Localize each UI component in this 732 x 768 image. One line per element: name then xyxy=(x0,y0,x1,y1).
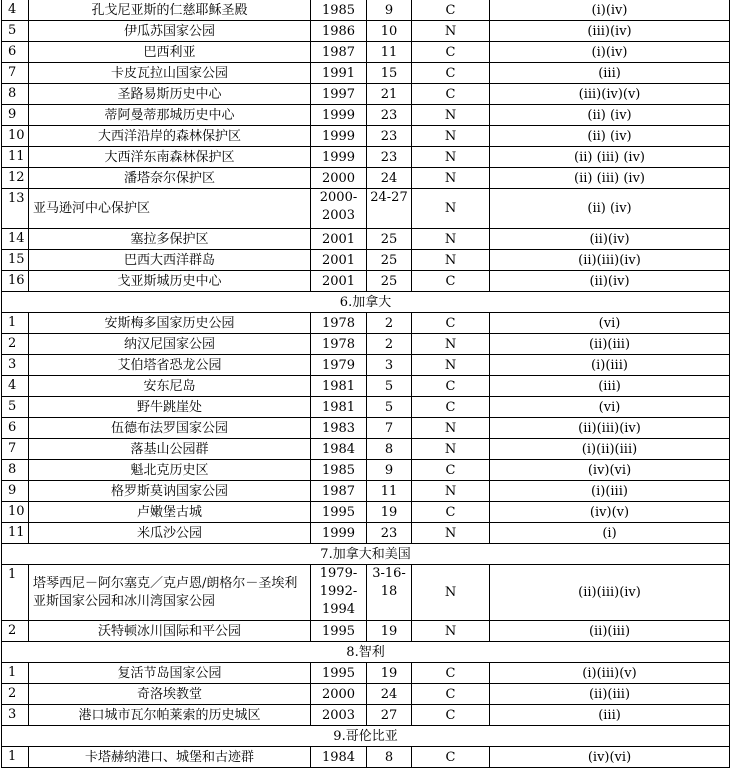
criteria-cell: (ii)(iii) xyxy=(490,621,730,642)
year-cell: 1999 xyxy=(311,523,367,544)
table-row xyxy=(2,105,730,126)
table-row xyxy=(2,42,730,63)
row-number-cell: 13 xyxy=(2,189,29,229)
row-number-cell: 4 xyxy=(2,376,29,397)
year-cell: 1995 xyxy=(311,621,367,642)
session-cell: 19 xyxy=(367,502,412,523)
session-cell: 3 xyxy=(367,355,412,376)
session-cell: 23 xyxy=(367,105,412,126)
criteria-cell: (ii) (iv) xyxy=(490,105,730,126)
criteria-cell: (ii)(iii) xyxy=(490,334,730,355)
session-cell: 24-27 xyxy=(367,189,412,229)
site-name-cell: 伊瓜苏国家公园 xyxy=(29,21,311,42)
session-cell: 8 xyxy=(367,439,412,460)
type-cell: C xyxy=(412,663,490,684)
year-cell: 1984 xyxy=(311,747,367,768)
session-cell: 21 xyxy=(367,84,412,105)
year-cell: 1986 xyxy=(311,21,367,42)
session-cell: 9 xyxy=(367,460,412,481)
criteria-cell: (iii) xyxy=(490,376,730,397)
year-cell: 1999 xyxy=(311,105,367,126)
type-cell: C xyxy=(412,313,490,334)
table-row xyxy=(2,747,730,768)
session-cell: 2 xyxy=(367,334,412,355)
site-name-cell: 伍德布法罗国家公园 xyxy=(29,418,311,439)
row-number-cell: 9 xyxy=(2,481,29,502)
table-row xyxy=(2,376,730,397)
session-cell: 5 xyxy=(367,397,412,418)
row-number-cell: 7 xyxy=(2,63,29,84)
site-name-cell: 蒂阿曼蒂那城历史中心 xyxy=(29,105,311,126)
year-cell: 1978 xyxy=(311,313,367,334)
table-row xyxy=(2,663,730,684)
session-cell: 25 xyxy=(367,229,412,250)
year-cell: 2001 xyxy=(311,229,367,250)
table-row xyxy=(2,355,730,376)
criteria-cell: (ii) (iii) (iv) xyxy=(490,168,730,189)
type-cell: N xyxy=(412,250,490,271)
criteria-cell: (i)(iii) xyxy=(490,481,730,502)
row-number-cell: 4 xyxy=(2,0,29,21)
table-row xyxy=(2,621,730,642)
criteria-cell: (i)(iii)(v) xyxy=(490,663,730,684)
table-row xyxy=(2,271,730,292)
table-row xyxy=(2,21,730,42)
table-row xyxy=(2,84,730,105)
type-cell: C xyxy=(412,84,490,105)
year-cell: 1981 xyxy=(311,376,367,397)
type-cell: N xyxy=(412,147,490,168)
table-row xyxy=(2,418,730,439)
year-cell: 1978 xyxy=(311,334,367,355)
type-cell: N xyxy=(412,21,490,42)
year-cell: 1979 xyxy=(311,355,367,376)
criteria-cell: (iii)(iv)(v) xyxy=(490,84,730,105)
type-cell: C xyxy=(412,63,490,84)
row-number-cell: 9 xyxy=(2,105,29,126)
site-name-cell: 孔戈尼亚斯的仁慈耶稣圣殿 xyxy=(29,0,311,21)
site-name-cell: 安东尼岛 xyxy=(29,376,311,397)
year-cell: 1985 xyxy=(311,0,367,21)
criteria-cell: (i)(ii)(iii) xyxy=(490,439,730,460)
year-cell: 1979- 1992- 1994 xyxy=(311,565,367,621)
criteria-cell: (ii) (iv) xyxy=(490,189,730,229)
table-row xyxy=(2,523,730,544)
criteria-cell: (ii) (iv) xyxy=(490,126,730,147)
heritage-table xyxy=(1,0,730,768)
year-cell: 2000 xyxy=(311,684,367,705)
site-name-cell: 塞拉多保护区 xyxy=(29,229,311,250)
year-cell: 1984 xyxy=(311,439,367,460)
site-name-cell: 塔琴西尼－阿尔塞克／克卢恩/朗格尔－圣埃利亚斯国家公园和冰川湾国家公园 xyxy=(29,565,311,621)
criteria-cell: (iv)(v) xyxy=(490,502,730,523)
session-cell: 25 xyxy=(367,250,412,271)
table-row xyxy=(2,502,730,523)
session-cell: 10 xyxy=(367,21,412,42)
site-name-cell: 安斯梅多国家历史公园 xyxy=(29,313,311,334)
session-cell: 15 xyxy=(367,63,412,84)
year-cell: 2003 xyxy=(311,705,367,726)
session-cell: 2 xyxy=(367,313,412,334)
year-cell: 1981 xyxy=(311,397,367,418)
type-cell: N xyxy=(412,621,490,642)
site-name-cell: 卡塔赫纳港口、城堡和古迹群 xyxy=(29,747,311,768)
session-cell: 24 xyxy=(367,168,412,189)
criteria-cell: (ii)(iv) xyxy=(490,229,730,250)
row-number-cell: 3 xyxy=(2,355,29,376)
criteria-cell: (ii)(iii)(iv) xyxy=(490,250,730,271)
session-cell: 19 xyxy=(367,663,412,684)
row-number-cell: 14 xyxy=(2,229,29,250)
table-row xyxy=(2,439,730,460)
site-name-cell: 戈亚斯城历史中心 xyxy=(29,271,311,292)
criteria-cell: (i)(iv) xyxy=(490,0,730,21)
table-row xyxy=(2,189,730,229)
type-cell: N xyxy=(412,565,490,621)
site-name-cell: 米瓜沙公园 xyxy=(29,523,311,544)
year-cell: 1995 xyxy=(311,502,367,523)
criteria-cell: (ii)(iii) xyxy=(490,684,730,705)
type-cell: N xyxy=(412,439,490,460)
session-cell: 23 xyxy=(367,126,412,147)
section-title: 9.哥伦比亚 xyxy=(2,726,730,747)
table-row xyxy=(2,397,730,418)
session-cell: 8 xyxy=(367,747,412,768)
site-name-cell: 圣路易斯历史中心 xyxy=(29,84,311,105)
session-cell: 19 xyxy=(367,621,412,642)
site-name-cell: 大西洋沿岸的森林保护区 xyxy=(29,126,311,147)
type-cell: N xyxy=(412,334,490,355)
criteria-cell: (iii) xyxy=(490,63,730,84)
table-row xyxy=(2,565,730,621)
site-name-cell: 纳汉尼国家公园 xyxy=(29,334,311,355)
criteria-cell: (vi) xyxy=(490,397,730,418)
row-number-cell: 5 xyxy=(2,397,29,418)
row-number-cell: 6 xyxy=(2,418,29,439)
type-cell: N xyxy=(412,105,490,126)
row-number-cell: 6 xyxy=(2,42,29,63)
type-cell: N xyxy=(412,481,490,502)
year-cell: 2000- 2003 xyxy=(311,189,367,229)
criteria-cell: (iii) xyxy=(490,705,730,726)
type-cell: C xyxy=(412,397,490,418)
criteria-cell: (iv)(vi) xyxy=(490,747,730,768)
criteria-cell: (vi) xyxy=(490,313,730,334)
site-name-cell: 奇洛埃教堂 xyxy=(29,684,311,705)
row-number-cell: 1 xyxy=(2,663,29,684)
table-row xyxy=(2,126,730,147)
criteria-cell: (i)(iv) xyxy=(490,42,730,63)
table-row xyxy=(2,0,730,21)
type-cell: N xyxy=(412,523,490,544)
row-number-cell: 10 xyxy=(2,126,29,147)
row-number-cell: 11 xyxy=(2,523,29,544)
section-title: 6.加拿大 xyxy=(2,292,730,313)
site-name-cell: 潘塔奈尔保护区 xyxy=(29,168,311,189)
year-cell: 1999 xyxy=(311,126,367,147)
table-row xyxy=(2,168,730,189)
row-number-cell: 1 xyxy=(2,313,29,334)
table-row xyxy=(2,460,730,481)
site-name-cell: 港口城市瓦尔帕莱索的历史城区 xyxy=(29,705,311,726)
row-number-cell: 3 xyxy=(2,705,29,726)
type-cell: C xyxy=(412,684,490,705)
type-cell: C xyxy=(412,271,490,292)
type-cell: N xyxy=(412,355,490,376)
criteria-cell: (ii)(iii)(iv) xyxy=(490,565,730,621)
type-cell: C xyxy=(412,42,490,63)
row-number-cell: 12 xyxy=(2,168,29,189)
type-cell: N xyxy=(412,229,490,250)
criteria-cell: (ii) (iii) (iv) xyxy=(490,147,730,168)
site-name-cell: 野牛跳崖处 xyxy=(29,397,311,418)
year-cell: 2001 xyxy=(311,271,367,292)
section-title: 7.加拿大和美国 xyxy=(2,544,730,565)
year-cell: 1995 xyxy=(311,663,367,684)
year-cell: 1999 xyxy=(311,147,367,168)
section-header-row xyxy=(2,726,730,747)
row-number-cell: 1 xyxy=(2,565,29,621)
criteria-cell: (i)(iii) xyxy=(490,355,730,376)
year-cell: 2001 xyxy=(311,250,367,271)
session-cell: 11 xyxy=(367,481,412,502)
row-number-cell: 2 xyxy=(2,684,29,705)
site-name-cell: 复活节岛国家公园 xyxy=(29,663,311,684)
session-cell: 9 xyxy=(367,0,412,21)
session-cell: 27 xyxy=(367,705,412,726)
document-page xyxy=(1,0,730,768)
table-row xyxy=(2,684,730,705)
site-name-cell: 巴西利亚 xyxy=(29,42,311,63)
type-cell: N xyxy=(412,126,490,147)
type-cell: C xyxy=(412,502,490,523)
section-header-row xyxy=(2,642,730,663)
row-number-cell: 7 xyxy=(2,439,29,460)
site-name-cell: 巴西大西洋群岛 xyxy=(29,250,311,271)
section-header-row xyxy=(2,292,730,313)
table-row xyxy=(2,313,730,334)
year-cell: 2000 xyxy=(311,168,367,189)
year-cell: 1987 xyxy=(311,42,367,63)
row-number-cell: 10 xyxy=(2,502,29,523)
row-number-cell: 2 xyxy=(2,334,29,355)
type-cell: C xyxy=(412,0,490,21)
criteria-cell: (ii)(iv) xyxy=(490,271,730,292)
type-cell: N xyxy=(412,168,490,189)
section-header-row xyxy=(2,544,730,565)
table-row xyxy=(2,229,730,250)
table-body xyxy=(2,0,730,768)
criteria-cell: (ii)(iii)(iv) xyxy=(490,418,730,439)
table-row xyxy=(2,334,730,355)
type-cell: C xyxy=(412,376,490,397)
year-cell: 1987 xyxy=(311,481,367,502)
site-name-cell: 亚马逊河中心保护区 xyxy=(29,189,311,229)
table-row xyxy=(2,481,730,502)
row-number-cell: 5 xyxy=(2,21,29,42)
table-row xyxy=(2,147,730,168)
site-name-cell: 沃特顿冰川国际和平公园 xyxy=(29,621,311,642)
year-cell: 1983 xyxy=(311,418,367,439)
site-name-cell: 艾伯塔省恐龙公园 xyxy=(29,355,311,376)
session-cell: 23 xyxy=(367,147,412,168)
type-cell: C xyxy=(412,747,490,768)
year-cell: 1991 xyxy=(311,63,367,84)
criteria-cell: (i) xyxy=(490,523,730,544)
criteria-cell: (iii)(iv) xyxy=(490,21,730,42)
session-cell: 3-16- 18 xyxy=(367,565,412,621)
row-number-cell: 1 xyxy=(2,747,29,768)
type-cell: C xyxy=(412,705,490,726)
site-name-cell: 卢嫩堡古城 xyxy=(29,502,311,523)
section-title: 8.智利 xyxy=(2,642,730,663)
table-row xyxy=(2,250,730,271)
session-cell: 11 xyxy=(367,42,412,63)
type-cell: N xyxy=(412,189,490,229)
session-cell: 7 xyxy=(367,418,412,439)
row-number-cell: 8 xyxy=(2,84,29,105)
row-number-cell: 15 xyxy=(2,250,29,271)
type-cell: C xyxy=(412,460,490,481)
table-row xyxy=(2,705,730,726)
row-number-cell: 8 xyxy=(2,460,29,481)
session-cell: 25 xyxy=(367,271,412,292)
site-name-cell: 大西洋东南森林保护区 xyxy=(29,147,311,168)
year-cell: 1997 xyxy=(311,84,367,105)
row-number-cell: 11 xyxy=(2,147,29,168)
session-cell: 24 xyxy=(367,684,412,705)
row-number-cell: 16 xyxy=(2,271,29,292)
table-row xyxy=(2,63,730,84)
site-name-cell: 格罗斯莫讷国家公园 xyxy=(29,481,311,502)
site-name-cell: 卡皮瓦拉山国家公园 xyxy=(29,63,311,84)
row-number-cell: 2 xyxy=(2,621,29,642)
site-name-cell: 落基山公园群 xyxy=(29,439,311,460)
session-cell: 5 xyxy=(367,376,412,397)
site-name-cell: 魁北克历史区 xyxy=(29,460,311,481)
criteria-cell: (iv)(vi) xyxy=(490,460,730,481)
year-cell: 1985 xyxy=(311,460,367,481)
session-cell: 23 xyxy=(367,523,412,544)
type-cell: N xyxy=(412,418,490,439)
